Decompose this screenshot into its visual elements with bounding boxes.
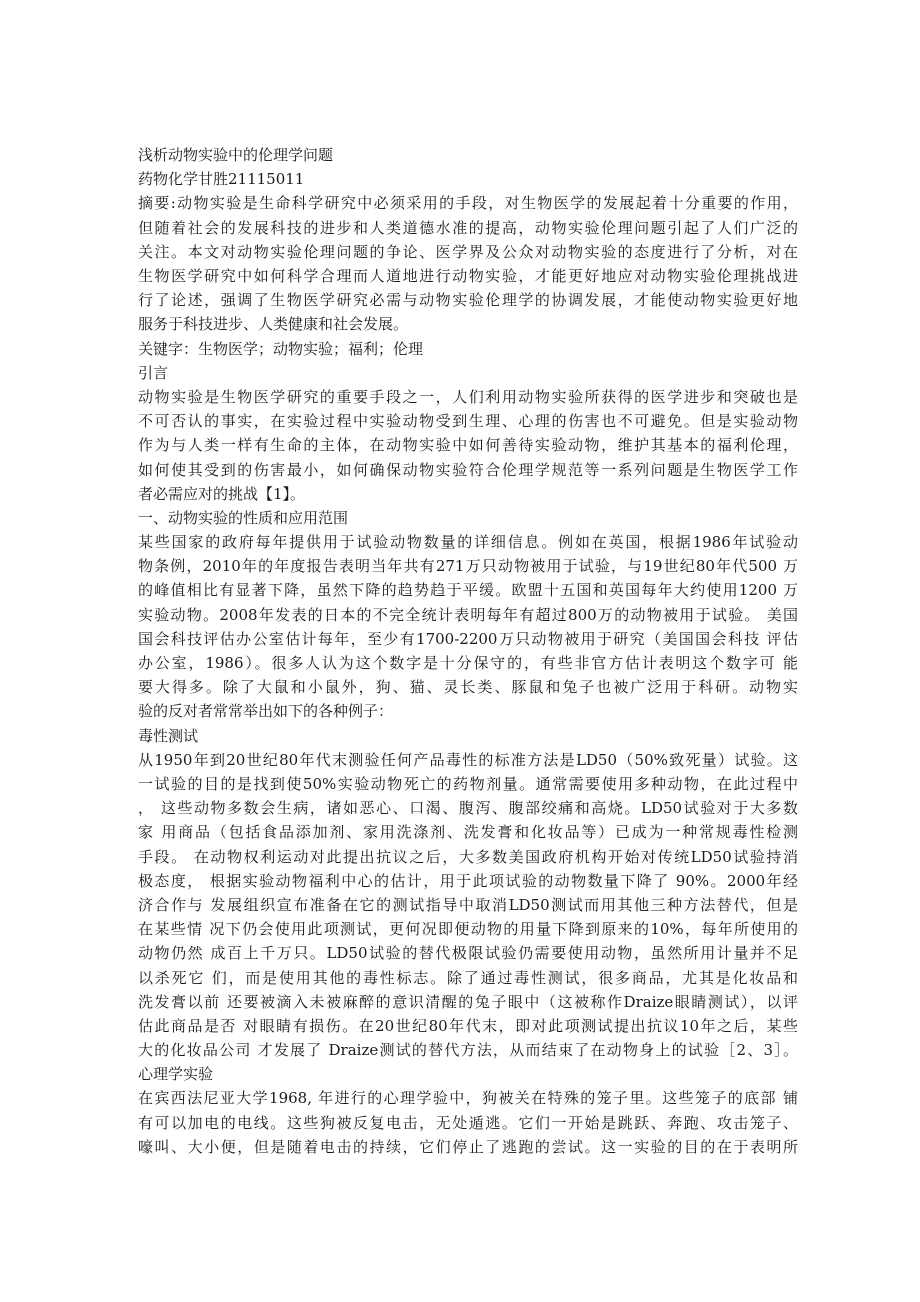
psych-line: 有可以加电的电线。这些狗被反复电击，无处遁逃。它们一开始是跳跃、奔跑、攻击笼子、 [138, 1113, 798, 1132]
section1-line: 办公室，1986）。很多人认为这个数字是十分保守的，有些非官方估计表明这个数字可 能 [138, 654, 798, 673]
keywords-line: 关键字：生物医学；动物实验；福利；伦理 [138, 339, 424, 358]
intro-line: 者必需应对的挑战【1】。 [138, 484, 306, 503]
intro-line: 动物实验是生物医学研究的重要手段之一，人们利用动物实验所获得的医学进步和突破也是 [138, 387, 798, 406]
psych-line: 嚎叫、大小便，但是随着电击的持续，它们停止了逃跑的尝试。这一实验的目的在于表明所 [138, 1137, 798, 1156]
abstract-paragraph [138, 191, 798, 336]
toxicity-line: 手段。 在动物权利运动对此提出抗议之后，大多数美国政府机构开始对传统LD50试验持消 [138, 847, 798, 866]
section1-line: 的峰值相比有显著下降，虽然下降的趋势趋于平缓。欧盟十五国和英国每年大约使用1200 万 [138, 581, 798, 600]
toxicity-paragraph [138, 748, 798, 1062]
intro-paragraph [138, 385, 798, 506]
document-title: 浅析动物实验中的伦理学问题 [138, 146, 334, 164]
section1-line: 某些国家的政府每年提供用于试验动物数量的详细信息。例如在英国，根据1986年试验动 [138, 533, 798, 552]
toxicity-line: 以杀死它 们，而是使用其他的毒性标志。除了通过毒性测试，很多商品，尤其是化妆品和 [138, 968, 798, 987]
intro-line: 作为与人类一样有生命的主体，在动物实验中如何善待实验动物，维护其基本的福利伦理， [138, 436, 798, 455]
section1-line: 要大得多。除了大鼠和小鼠外，狗、猫、灵长类、豚鼠和兔子也被广泛用于科研。动物实 [138, 678, 798, 697]
section1-heading: 一、动物实验的性质和应用范围 [138, 508, 349, 527]
abstract-line: 服务于科技进步、人类健康和社会发展。 [138, 315, 409, 334]
abstract-line: 但随着社会的发展科技的进步和人类道德水准的提高，动物实验伦理问题引起了人们广泛的 [138, 218, 798, 237]
document-author: 药物化学甘胜21115011 [138, 170, 305, 189]
psych-heading: 心理学实验 [138, 1065, 214, 1084]
abstract-line: 行了论述，强调了生物医学研究必需与动物实验伦理学的协调发展，才能使动物实验更好地 [138, 291, 798, 310]
section1-line: 实验动物。2008年发表的日本的不完全统计表明每年有超过800万的动物被用于试验。 美国 [138, 605, 798, 624]
toxicity-line: 动物仍然 成百上千万只。LD50试验的替代极限试验仍需要使用动物，虽然所用计量并不足 [138, 944, 798, 963]
toxicity-heading: 毒性测试 [138, 726, 199, 745]
intro-heading: 引言 [138, 363, 169, 382]
psych-paragraph [138, 1086, 798, 1159]
toxicity-line: 一试验的目的是找到使50%实验动物死亡的药物剂量。通常需要使用多种动物，在此过程中 [138, 775, 798, 794]
section1-line: 验的反对者常常举出如下的各种例子： [138, 702, 394, 721]
section1-line: 物条例，2010年的年度报告表明当年共有271万只动物被用于试验，与19世纪80年代500 万 [138, 557, 798, 576]
toxicity-line: 估此商品是否 对眼睛有损伤。在20世纪80年代末，即对此项测试提出抗议10年之后，某些 [138, 1016, 798, 1035]
toxicity-line: 在某些情 况下仍会使用此项测试，更何况即便动物的用量下降到原来的10%，每年所使用的 [138, 920, 798, 939]
section1-paragraph [138, 530, 798, 724]
abstract-line: 摘要:动物实验是生命科学研究中必须采用的手段，对生物医学的发展起着十分重要的作用， [138, 194, 798, 213]
toxicity-line: ， 这些动物多数会生病，诸如恶心、口渴、腹泻、腹部绞痛和高烧。LD50试验对于大多数 [138, 799, 798, 818]
toxicity-line: 家 用商品（包括食品添加剂、家用洗涤剂、洗发膏和化妆品等）已成为一种常规毒性检测 [138, 823, 798, 842]
intro-line: 如何使其受到的伤害最小，如何确保动物实验符合伦理学规范等一系列问题是生物医学工作 [138, 460, 798, 479]
abstract-line: 生物医学研究中如何科学合理而人道地进行动物实验，才能更好地应对动物实验伦理挑战进 [138, 266, 798, 285]
toxicity-line: 洗发膏以前 还要被滴入未被麻醉的意识清醒的兔子眼中（这被称作Draize眼睛测试），以评 [138, 992, 798, 1011]
psych-line: 在宾西法尼亚大学1968, 年进行的心理学验中，狗被关在特殊的笼子里。这些笼子的底部 铺 [138, 1089, 798, 1108]
toxicity-line: 从1950年到20世纪80年代末测验任何产品毒性的标准方法是LD50（50%致死量）试验。这 [138, 750, 798, 769]
toxicity-line: 济合作与 发展组织宣布准备在它的测试指导中取消LD50测试而用其他三种方法替代，但是 [138, 895, 798, 914]
section1-line: 国会科技评估办公室估计每年，至少有1700-2200万只动物被用于研究（美国国会科技 评估 [138, 629, 798, 648]
document-body [138, 143, 798, 1159]
intro-line: 不可否认的事实，在实验过程中实验动物受到生理、心理的伤害也不可避免。但是实验动物 [138, 412, 798, 431]
abstract-line: 关注。本文对动物实验伦理问题的争论、医学界及公众对动物实验的态度进行了分析，对在 [138, 242, 798, 261]
toxicity-line: 极态度， 根据实验动物福利中心的估计，用于此项试验的动物数量下降了 90%。2000年经 [138, 871, 798, 890]
toxicity-line: 大的化妆品公司 才发展了 Draize测试的替代方法，从而结束了在动物身上的试验［2、3］。 [138, 1041, 798, 1060]
